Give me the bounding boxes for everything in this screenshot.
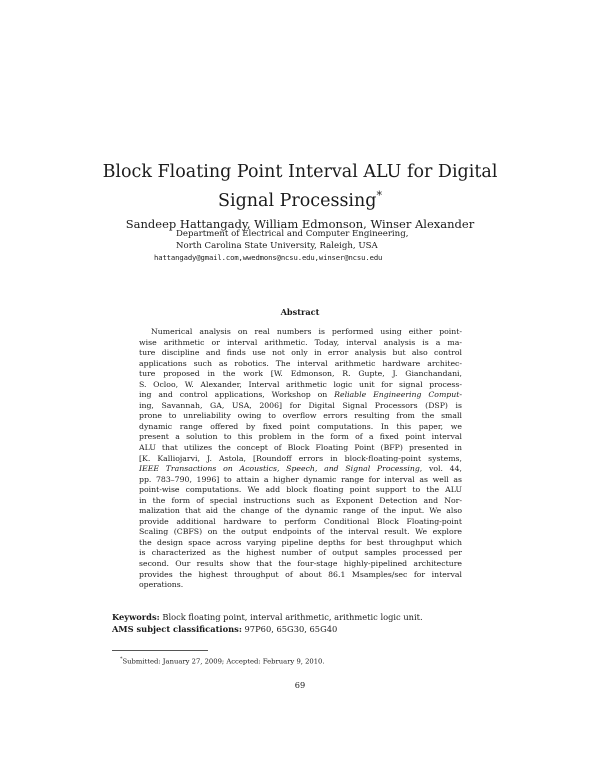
abstract-line: provides the highest throughput of about 86.1 Msamples/sec for interval xyxy=(139,569,462,579)
abstract-line: ture discipline and finds use not only in error analysis but also control xyxy=(139,348,462,358)
paper-title xyxy=(0,160,600,213)
abstract-line: second. Our results show that the four-stage highly-pipelined architecture xyxy=(139,559,462,569)
footnote xyxy=(120,655,480,666)
title-line-2: Signal Processing* xyxy=(217,189,383,211)
title-line-1: Block Floating Point Interval ALU for Digital xyxy=(102,162,498,182)
keywords-text: Block floating point, interval arithmetic, arithmetic logic unit. xyxy=(162,612,423,622)
affiliation-block xyxy=(154,229,476,264)
abstract-line: is characterized as the highest number of output samples processed per xyxy=(139,548,462,558)
footnote-text: Submitted: January 27, 2009; Accepted: February 9, 2010. xyxy=(122,657,325,666)
abstract-line: Numerical analysis on real numbers is performed using either point- xyxy=(151,327,462,336)
abstract-line: ALU that utilizes the concept of Block Floating Point (BFP) presented in xyxy=(139,443,462,453)
abstract-line: S. Ocloo, W. Alexander, Interval arithmetic logic unit for signal process- xyxy=(139,379,462,389)
abstract-line: wise arithmetic or interval arithmetic. Today, interval analysis is a ma- xyxy=(139,337,462,347)
abstract-line: [K. Kalliojarvi, J. Astola, [Roundoff errors in block-floating-point systems, xyxy=(139,453,462,463)
abstract-line: ing, Savannah, GA, USA, 2006] for Digital Signal Processors (DSP) is xyxy=(139,400,462,410)
ams-line xyxy=(112,624,492,636)
abstract-line: ture proposed in the work [W. Edmonson, R. Gupte, J. Gianchandani, xyxy=(139,369,462,379)
page-number: 69 xyxy=(294,680,306,690)
author-emails: hattangady@gmail.com,wwedmons@ncsu.edu,winser@ncsu.edu xyxy=(154,253,383,262)
abstract-line: ing and control applications, Workshop on Reliable Engineering Comput- xyxy=(139,390,462,400)
abstract-line: present a solution to this problem in the form of a fixed point interval xyxy=(139,432,462,442)
footnote-marker: * xyxy=(120,656,123,662)
title-footnote-marker: * xyxy=(376,189,383,202)
abstract-line: point-wise computations. We add block floating point support to the ALU xyxy=(139,485,462,495)
abstract-line: in the form of special instructions such as Exponent Detection and Nor- xyxy=(139,495,462,505)
abstract-heading: Abstract xyxy=(280,307,320,317)
abstract-italic-journal: IEEE Transactions on Acoustics, Speech, and Signal Processing xyxy=(139,464,420,474)
abstract-line: provide additional hardware to perform Conditional Block Floating-point xyxy=(139,516,462,526)
abstract-line: IEEE Transactions on Acoustics, Speech, and Signal Processing, vol. 44, xyxy=(139,464,462,474)
footnote-rule xyxy=(112,650,208,651)
abstract-line: the design space across varying pipeline depths for best throughput which xyxy=(139,537,462,547)
abstract-line: operations. xyxy=(139,580,184,590)
abstract-line: dynamic range offered by fixed point computations. In this paper, we xyxy=(139,421,462,431)
abstract-line: applications such as robotics. The interval arithmetic hardware architec- xyxy=(139,358,462,368)
ams-text: 97P60, 65G30, 65G40 xyxy=(244,623,338,634)
abstract-italic-venue: Reliable Engineering Comput- xyxy=(334,390,462,400)
affiliation-university: North Carolina State University, Raleigh, USA xyxy=(176,240,378,251)
keywords-label: Keywords: xyxy=(112,612,160,622)
abstract-line: prone to unreliability owing to overflow errors resulting from the small xyxy=(139,411,462,421)
affiliation-dept: Department of Electrical and Computer Engineering, xyxy=(176,229,409,239)
abstract-line: pp. 783–790, 1996] to attain a higher dynamic range for interval as well as xyxy=(139,474,462,484)
abstract-body xyxy=(139,327,462,591)
keywords-line xyxy=(112,612,492,624)
keywords-block xyxy=(112,612,492,635)
author-list: Sandeep Hattangady, William Edmonson, Winser Alexander xyxy=(125,217,475,231)
ams-label: AMS subject classifications: xyxy=(112,623,242,634)
abstract-line: malization that aid the change of the dynamic range of the input. We also xyxy=(139,506,462,516)
abstract-line: Scaling (CBFS) on the output endpoints of the interval result. We explore xyxy=(139,527,462,537)
